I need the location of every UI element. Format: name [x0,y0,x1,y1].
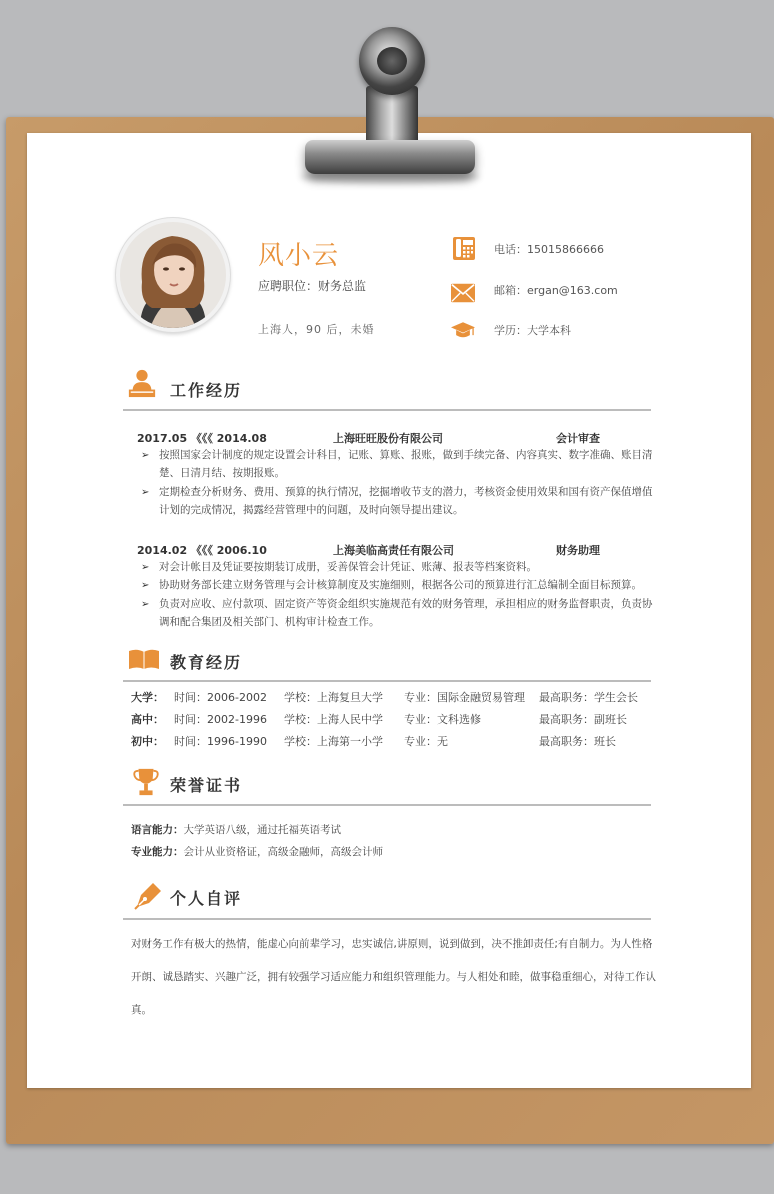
binder-clip-icon [359,27,425,95]
honor-language-value: 大学英语八级，通过托福英语考试 [183,824,341,836]
edu-2-major: 专业：文科选修 [404,713,481,726]
honor-language-key: 语言能力： [131,824,184,836]
clip-base [305,140,475,174]
pen-icon [133,881,163,911]
graduation-cap-icon [451,318,475,342]
job-1-bullet-2: 定期检查分析财务、费用、预算的执行情况，挖掘增收节支的潜力，考核资金使用效果和国有资产保值增值计划的完成情况，揭露经营管理中的问题，及时向领导提出建议。 [159,486,653,516]
mail-icon [451,281,475,305]
edu-2-time: 时间：2002-1996 [174,713,267,726]
education-text: 学历：大学本科 [494,324,571,337]
book-icon [129,644,159,674]
edu-2-level: 高中： [131,713,164,726]
edu-3-post: 最高职务：班长 [539,735,616,748]
edu-3-major: 专业：无 [404,735,448,748]
applied-position: 应聘职位：财务总监 [258,279,367,293]
job-2-role: 财务助理 [556,544,600,557]
self-section-title: 个人自评 [170,889,243,908]
phone-icon [452,236,476,260]
candidate-name: 风小云 [258,241,340,271]
honor-language [131,822,341,837]
edu-3-school: 学校：上海第一小学 [284,735,383,748]
person-desk-icon [127,368,157,398]
clip-neck [366,86,418,146]
bullet-icon: ➢ [141,580,150,591]
job-2-company: 上海美临高责任有限公司 [333,544,454,557]
honor-professional-value: 会计从业资格证，高级金融师，高级会计师 [183,846,383,858]
edu-2-school: 学校：上海人民中学 [284,713,383,726]
job-2-bullet-2: 协助财务部长建立财务管理与会计核算制度及实施细则，根据各公司的预算进行汇总编制全面目标预算。 [159,579,642,591]
edu-1-school: 学校：上海复旦大学 [284,691,383,704]
edu-1-time: 时间：2006-2002 [174,691,267,704]
job-2-period: 2014.02 《《《 2006.10 [137,544,267,557]
avatar [116,218,230,332]
trophy-icon [131,767,161,797]
job-1-period: 2017.05 《《《 2014.08 [137,432,267,445]
edu-section-title: 教育经历 [170,653,243,672]
work-divider [123,409,651,411]
job-1-company: 上海旺旺股份有限公司 [333,432,443,445]
honor-professional-key: 专业能力： [131,846,184,858]
self-evaluation-text: 对财务工作有极大的热情，能虚心向前辈学习，忠实诚信,讲原则，说到做到，决不推卸责任;有自制力。为人性格开朗、诚恳踏实、兴趣广泛，拥有较强学习适应能力和组织管理能力。与人相处和睦，做事稳重细心，对待工作认真。 [131,938,656,1016]
honor-professional [131,844,383,859]
edu-1-post: 最高职务：学生会长 [539,691,638,704]
bullet-icon: ➢ [141,487,150,498]
job-2-bullet-1: 对会计帐目及凭证要按期装订成册，妥善保管会计凭证、账薄、报表等档案资料。 [159,561,537,573]
honor-divider [123,804,651,806]
job-1-role: 会计审查 [556,432,600,445]
edu-3-time: 时间：1996-1990 [174,735,267,748]
personal-info: 上海人，90 后，未婚 [258,323,375,336]
edu-3-level: 初中： [131,735,164,748]
edu-1-major: 专业：国际金融贸易管理 [404,691,525,704]
email-text: 邮箱：ergan@163.com [494,284,618,297]
job-2-bullet-3: 负责对应收、应付款项、固定资产等资金组织实施规范有效的财务管理，承担相应的财务监督职责，负责协调和配合集团及相关部门、机构审计检查工作。 [159,598,653,628]
honor-section-title: 荣誉证书 [170,776,243,795]
job-1-bullet-1: 按照国家会计制度的规定设置会计科目，记账、算账、报账，做到手续完备、内容真实、数字准确、账目清楚、日清月结、按期报账。 [159,449,653,479]
phone-text: 电话：15015866666 [494,243,604,256]
edu-1-level: 大学： [131,691,164,704]
self-divider [123,918,651,920]
bullet-icon: ➢ [141,599,150,610]
edu-divider [123,680,651,682]
bullet-icon: ➢ [141,562,150,573]
work-section-title: 工作经历 [170,381,243,400]
edu-2-post: 最高职务：副班长 [539,713,627,726]
bullet-icon: ➢ [141,450,150,461]
